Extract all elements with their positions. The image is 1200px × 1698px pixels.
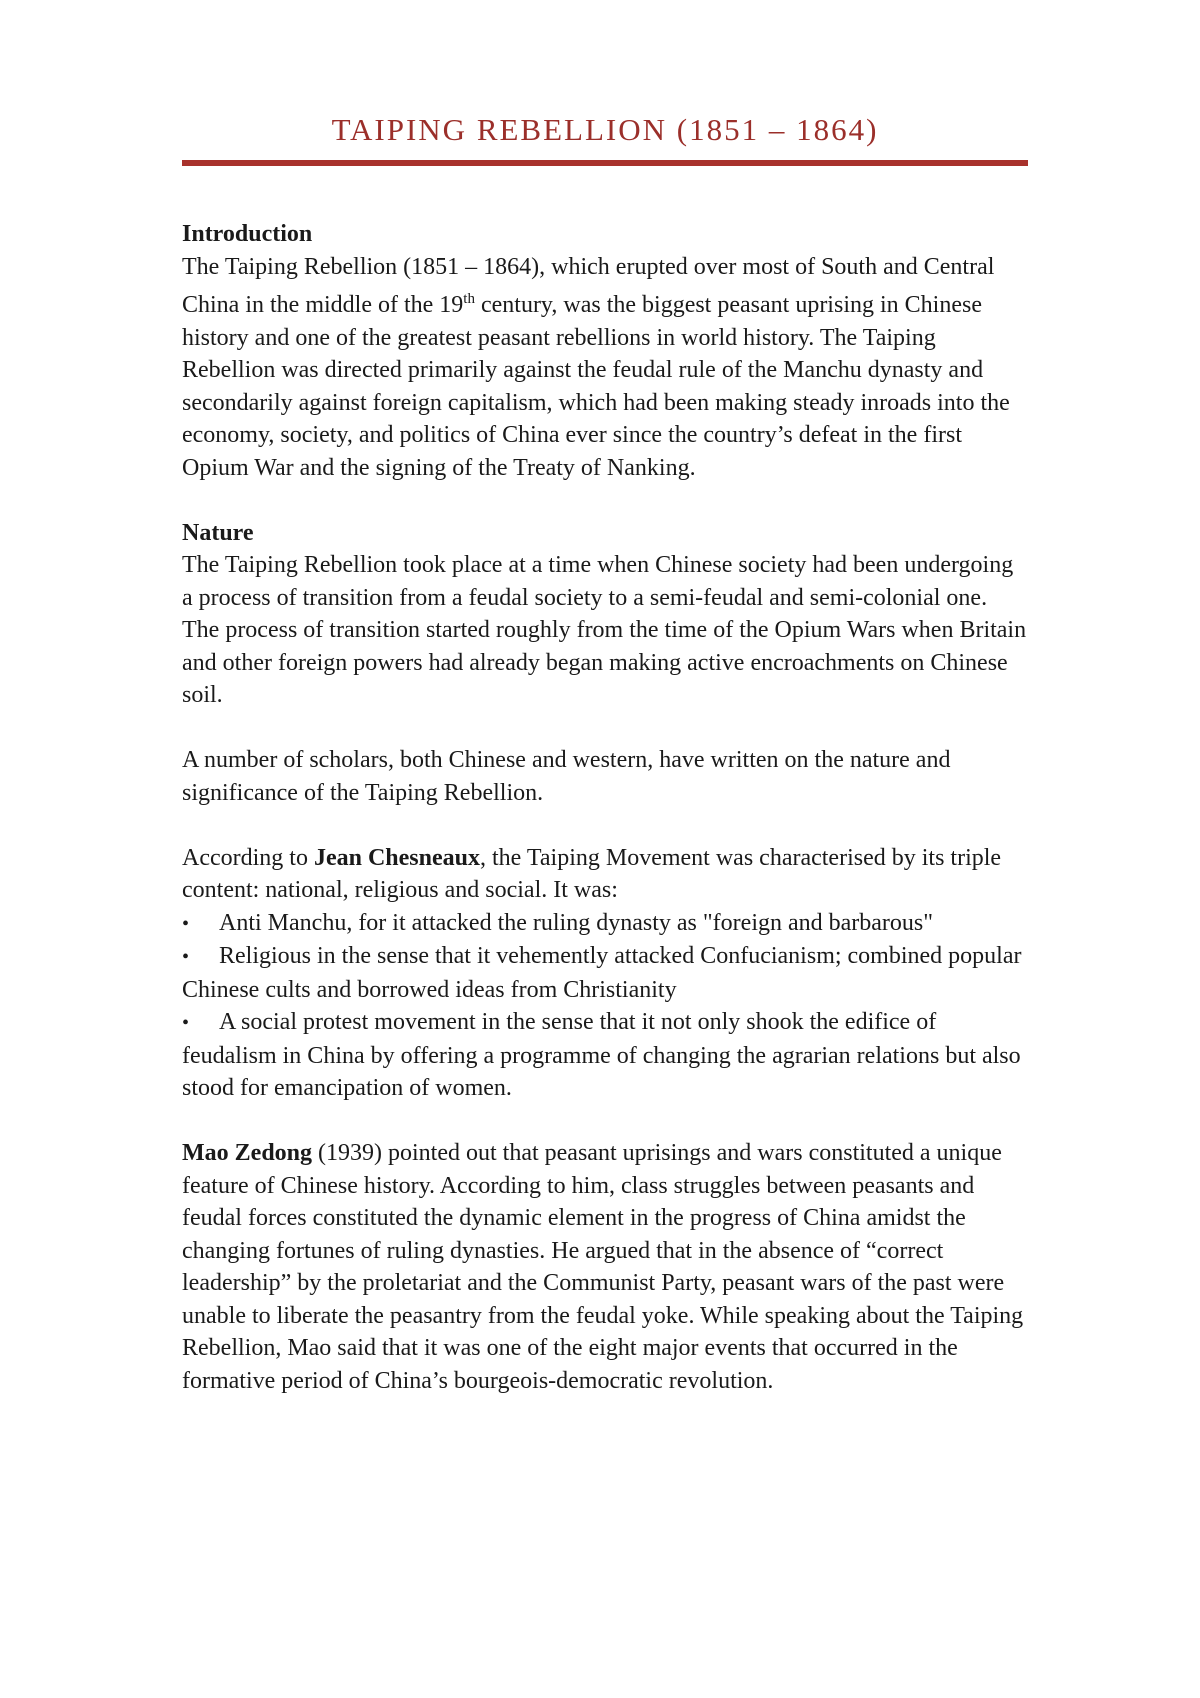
mao-paragraph — [182, 1137, 1028, 1397]
bullet-text: Anti Manchu, for it attacked the ruling dynasty as "foreign and barbarous" — [219, 909, 934, 936]
chesneaux-bullet-list — [182, 907, 1028, 1105]
chesneaux-paragraph — [182, 842, 1028, 907]
introduction-paragraph — [182, 251, 1028, 485]
bullet-text: Religious in the sense that it vehemently attacked Confucianism; combined popular Chinese cults and borrowed ideas from Christianity — [182, 943, 1022, 1003]
introduction-heading: Introduction — [182, 221, 313, 247]
ordinal-superscript: th — [463, 291, 475, 307]
bullet-icon: • — [182, 1012, 190, 1034]
introduction-text-end: century, was the biggest peasant uprising in Chinese history and one of the greatest peasant rebellions in world history. The Taiping Rebellion was directed primarily against the feudal rule of the Manchu dynasty and secondarily against foreign capitalism, which had been making steady inroads into the economy, society, and politics of China ever since the country’s defeat in the first Opium War and the signing of the Treaty of Nanking. — [182, 292, 1010, 481]
bullet-text: A social protest movement in the sense that it not only shook the edifice of feudalism in China by offering a programme of changing the agrarian relations but also stood for emancipation of women. — [182, 1009, 1021, 1101]
title-underline-rule — [182, 160, 1028, 166]
mao-text: (1939) pointed out that peasant uprisings and wars constituted a unique feature of Chinese history. According to him, class struggles between peasants and feudal forces constituted the dynamic element in the progress of China amidst the changing fortunes of ruling dynasties. He argued that in the absence of “correct leadership” by the proletariat and the Communist Party, peasant wars of the past were unable to liberate the peasantry from the feudal yoke. While speaking about the Taiping Rebellion, Mao said that it was one of the eight major events that occurred in the formative period of China’s bourgeois-democratic revolution. — [182, 1140, 1024, 1394]
list-item — [182, 1006, 1028, 1105]
list-item — [182, 940, 1028, 1006]
document-body — [182, 218, 1028, 1397]
nature-section — [182, 517, 1028, 1398]
chesneaux-name: Jean Chesneaux — [313, 844, 480, 871]
chesneaux-prefix: According to — [182, 844, 314, 871]
list-item — [182, 907, 1028, 941]
chesneaux-suffix: , the Taiping Movement was characterised by its triple content: national, religious and social. It was: — [182, 844, 1002, 903]
nature-paragraph-1: The Taiping Rebellion took place at a time when Chinese society had been undergoing a process of transition from a feudal society to a semi-feudal and semi-colonial one. The process of transition started roughly from the time of the Opium Wars when Britain and other foreign powers had already began making active encroachments on Chinese soil. — [182, 552, 1027, 708]
introduction-text-start: The Taiping Rebellion (1851 – 1864), which erupted over most of South and Central China in the middle of the 19 — [182, 253, 995, 318]
document-page — [182, 110, 1028, 1397]
nature-paragraph-2: A number of scholars, both Chinese and western, have written on the nature and significance of the Taiping Rebellion. — [182, 747, 951, 806]
introduction-section — [182, 218, 1028, 484]
bullet-icon: • — [182, 946, 190, 968]
document-title: TAIPING REBELLION (1851 – 1864) — [331, 112, 879, 147]
mao-name: Mao Zedong — [182, 1140, 313, 1166]
bullet-icon: • — [182, 912, 190, 935]
nature-heading: Nature — [182, 519, 254, 546]
